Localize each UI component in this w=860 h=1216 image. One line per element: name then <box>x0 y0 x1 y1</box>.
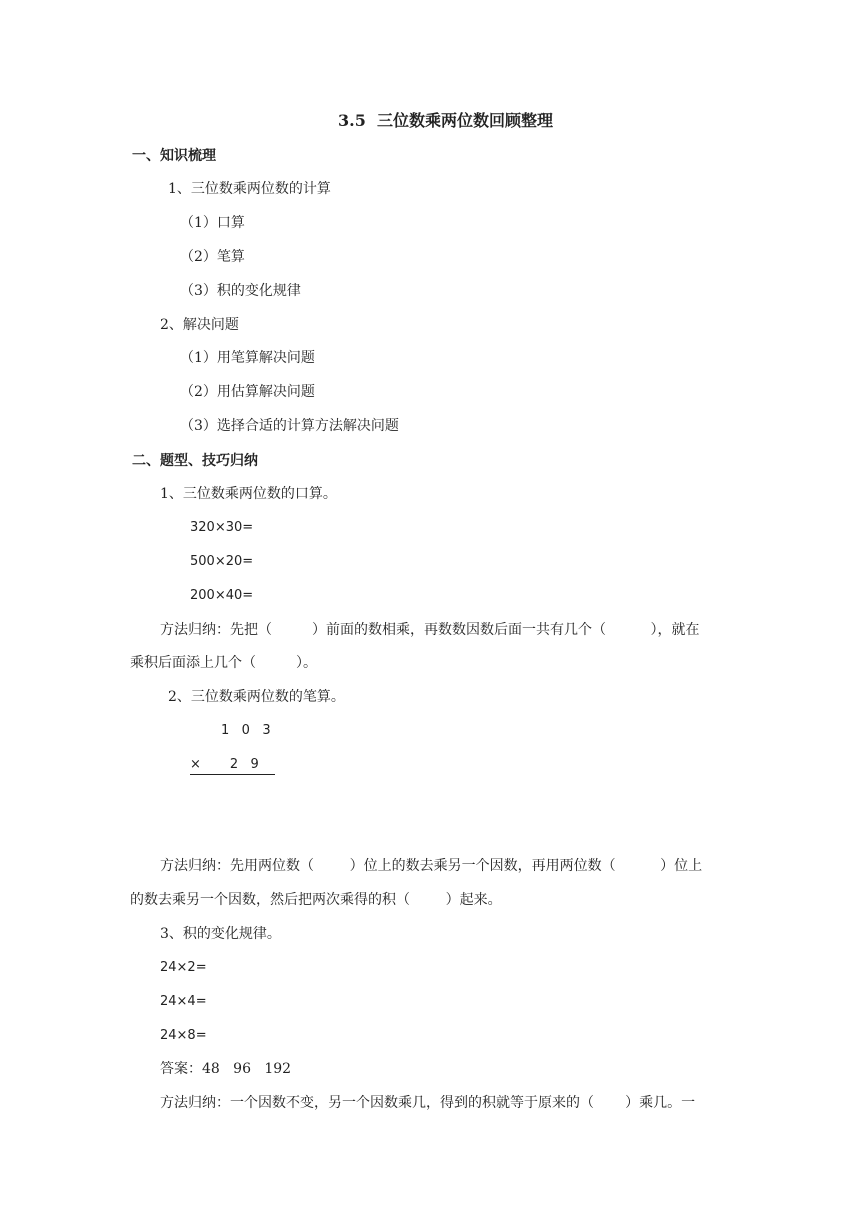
method-summary: 方法归纳：先把（ ）前面的数相乘，再数数因数后面一共有几个（ ），就在 <box>160 622 700 638</box>
expression: 500×20= <box>190 554 254 569</box>
vertical-calc-row-underlined: × 2 9 <box>190 756 275 775</box>
question-label: 3、积的变化规律。 <box>160 926 281 942</box>
answer: 答案：48 96 192 <box>160 1061 292 1077</box>
sub-item: （1）口算 <box>180 215 245 231</box>
sub-item: （1）用笔算解决问题 <box>180 350 315 366</box>
question-label: 2、三位数乘两位数的笔算。 <box>168 689 345 705</box>
vertical-calc-row: 1 0 3 <box>221 723 271 738</box>
page-title: 3.5 三位数乘两位数回顾整理 <box>338 111 553 130</box>
list-item: 2、解决问题 <box>160 317 239 333</box>
sub-item: （3）积的变化规律 <box>180 283 301 299</box>
sub-item: （3）选择合适的计算方法解决问题 <box>180 418 399 434</box>
expression: 200×40= <box>190 588 254 603</box>
sub-item: （2）笔算 <box>180 249 245 265</box>
list-item: 1、三位数乘两位数的计算 <box>168 181 331 197</box>
expression: 320×30= <box>190 520 254 535</box>
method-summary-cont: 乘积后面添上几个（ ）。 <box>130 655 318 671</box>
method-summary: 方法归纳：一个因数不变，另一个因数乘几，得到的积就等于原来的（ ）乘几。一 <box>160 1095 696 1111</box>
section-heading-techniques: 二、题型、技巧归纳 <box>132 453 258 469</box>
method-summary-cont: 的数去乘另一个因数，然后把两次乘得的积（ ）起来。 <box>130 892 502 908</box>
expression: 24×2= <box>160 960 207 975</box>
expression: 24×8= <box>160 1028 207 1043</box>
expression: 24×4= <box>160 994 207 1009</box>
question-label: 1、三位数乘两位数的口算。 <box>160 486 337 502</box>
sub-item: （2）用估算解决问题 <box>180 384 315 400</box>
section-heading-knowledge: 一、知识梳理 <box>132 148 216 164</box>
method-summary: 方法归纳：先用两位数（ ）位上的数去乘另一个因数，再用两位数（ ）位上 <box>160 858 703 874</box>
